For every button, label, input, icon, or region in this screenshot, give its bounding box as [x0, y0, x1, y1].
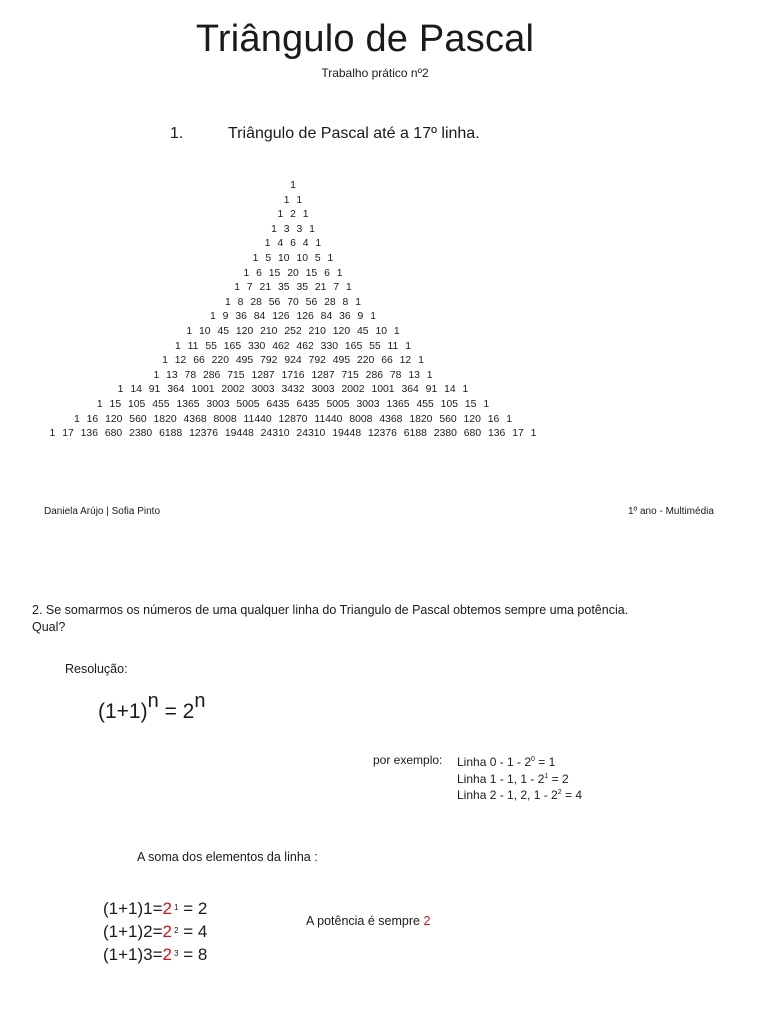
sum-line: [103, 897, 207, 920]
example-line-exp: 0: [531, 756, 535, 763]
sum-line-base: 2: [162, 922, 173, 941]
triangle-row: 1 2 1: [277, 209, 309, 221]
example-line-exp: 1: [544, 772, 549, 780]
example-line-result: = 1: [538, 755, 556, 769]
example-line: [457, 753, 582, 770]
footer-authors: Daniela Arújo | Sofia Pinto: [44, 506, 161, 517]
example-line: [457, 770, 582, 787]
triangle-row: 1 16 120 560 1820 4368 8008 11440 12870 11440 8008 4368 1820 560 120 16 1: [73, 413, 513, 425]
question-1-number: 1.: [170, 125, 184, 142]
example-line-text: Linha 2 - 1, 2, 1 - 2: [457, 788, 558, 802]
sum-line-prefix: (1+1)3=: [103, 945, 163, 964]
triangle-row: 1 15 105 455 1365 3003 5005 6435 6435 5005 3003 1365 455 105 15 1: [96, 398, 490, 410]
sum-line-exp: 2: [174, 926, 179, 935]
example-label: por exemplo:: [373, 753, 443, 767]
triangle-row: 1 11 55 165 330 462 462 330 165 55 11 1: [174, 340, 412, 352]
sum-line-base: 2: [162, 945, 173, 964]
triangle-row: 1 3 3 1: [271, 223, 315, 235]
triangle-row: 1 13 78 286 715 1287 1716 1287 715 286 78 13 1: [153, 369, 433, 381]
triangle-row: 1 1: [283, 194, 303, 206]
triangle-row: 1 12 66 220 495 792 924 792 495 220 66 12 1: [162, 355, 424, 367]
triangle-row: 1: [290, 180, 296, 191]
main-formula: [98, 690, 206, 724]
question-1-heading: Triângulo de Pascal até a 17º linha.: [228, 125, 480, 142]
example-line-text: Linha 1 - 1, 1 - 2: [457, 771, 545, 786]
sum-line: [103, 943, 207, 966]
power-statement: [306, 914, 430, 928]
example-line: [457, 786, 582, 803]
sum-line-result: = 4: [183, 922, 208, 941]
triangle-row: 1 7 21 35 35 21 7 1: [234, 282, 352, 294]
question-2-line-2: Qual?: [32, 620, 66, 634]
resolution-label: Resolução:: [65, 662, 128, 676]
pascal-triangle: [40, 179, 546, 442]
sum-line-base: 2: [162, 899, 173, 918]
power-text: A potência é sempre: [306, 914, 420, 928]
power-value: 2: [423, 914, 431, 928]
page-title: Triângulo de Pascal: [195, 18, 535, 60]
triangle-row: 1 17 136 680 2380 6188 12376 19448 24310 24310 19448 12376 6188 2380 680 136 17 1: [49, 428, 537, 440]
sum-line-prefix: (1+1)2=: [103, 922, 163, 941]
sum-label: A soma dos elementos da linha :: [137, 850, 318, 864]
triangle-row: 1 8 28 56 70 56 28 8 1: [225, 296, 361, 308]
sum-line: [103, 920, 207, 943]
formula-exponent: n: [147, 690, 159, 712]
sum-line-exp: 1: [174, 903, 179, 912]
triangle-row: 1 5 10 10 5 1: [252, 252, 334, 264]
triangle-row: 1 9 36 84 126 126 84 36 9 1: [210, 311, 376, 323]
question-2-line-1: 2. Se somarmos os números de uma qualquer linha do Triangulo de Pascal obtemos sempre uma potência.: [32, 603, 629, 617]
sum-lines: [103, 897, 207, 966]
example-line-result: = 4: [564, 788, 582, 802]
sum-line-exp: 3: [174, 949, 179, 958]
example-lines: [457, 753, 582, 803]
triangle-row: 1 6 15 20 15 6 1: [243, 267, 343, 279]
formula-base: (1+1): [98, 700, 148, 723]
sum-line-result: = 2: [183, 899, 208, 918]
sum-line-prefix: (1+1)1=: [103, 899, 163, 918]
example-line-result: = 2: [551, 771, 569, 786]
triangle-row: 1 10 45 120 210 252 210 120 45 10 1: [186, 325, 400, 337]
triangle-row: 1 14 91 364 1001 2002 3003 3432 3003 2002 1001 364 91 14 1: [117, 384, 469, 396]
triangle-row: 1 4 6 4 1: [264, 238, 322, 250]
formula-equals: = 2: [164, 700, 195, 723]
footer-course: 1º ano - Multimédia: [628, 506, 714, 517]
question-2: [32, 602, 692, 636]
example-line-exp: 2: [557, 789, 562, 796]
formula-exponent-2: n: [194, 690, 206, 712]
sum-line-result: = 8: [183, 945, 208, 964]
example-line-text: Linha 0 - 1 - 2: [457, 755, 532, 769]
page-subtitle: Trabalho prático nº2: [321, 66, 429, 80]
